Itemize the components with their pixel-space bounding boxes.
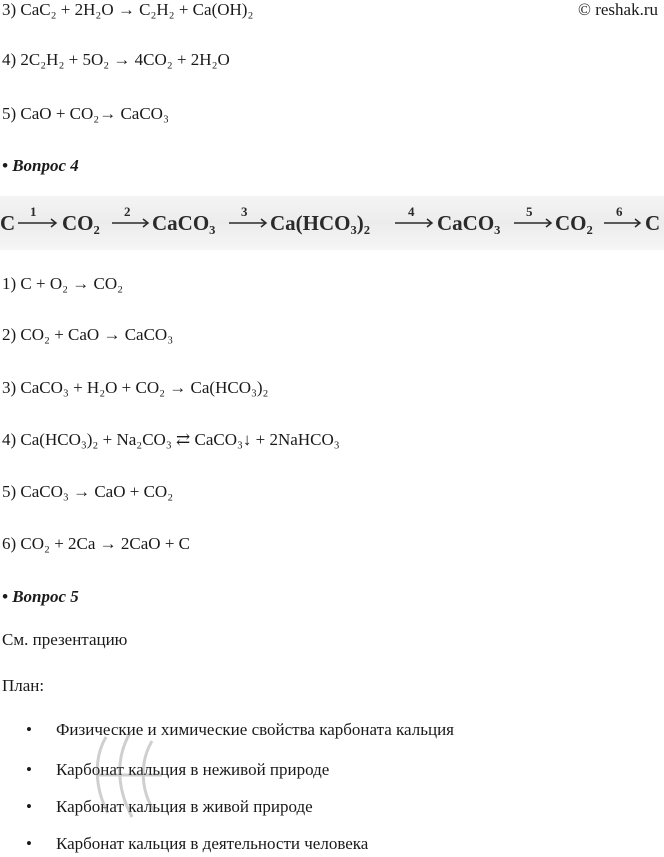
transformation-scheme: [0, 196, 664, 250]
plan-list-item: [26, 720, 454, 740]
plan-item-text: Карбонат кальция в живой природе: [56, 797, 313, 816]
scheme-item: C: [645, 211, 661, 235]
reaction-line: 4) Ca(HCO₃)₂ + Na₂CO₃ ⇄ CaCO₃↓ + 2NaHCO₃: [2, 430, 340, 449]
question-4-heading: • Вопрос 4: [2, 156, 79, 175]
bullet-icon: •: [26, 834, 32, 853]
arrow-number: 6: [616, 204, 623, 219]
reaction-arrow-icon: [395, 219, 432, 227]
plan-item-text: Карбонат кальция в деятельности человека: [56, 834, 369, 853]
plan-list-item: [26, 834, 368, 854]
arrow-number: 4: [408, 204, 415, 219]
plan-list-item: [26, 760, 329, 780]
reaction-arrow-icon: [229, 219, 266, 227]
reaction-arrow-icon: [18, 219, 56, 227]
reaction-line: 4) 2C₂H₂ + 5O₂ → 4CO₂ + 2H₂O: [2, 50, 230, 69]
scheme-item: CaCO₃: [437, 211, 501, 235]
arrow-number: 1: [30, 204, 37, 219]
reaction-line: 6) CO₂ + 2Ca → 2CaO + C: [2, 534, 191, 553]
scheme-item: CO₂: [555, 211, 593, 235]
plan-item-text: Карбонат кальция в неживой природе: [56, 760, 330, 779]
watermark: © reshak.ru: [578, 0, 658, 19]
scheme-item: C: [0, 211, 16, 235]
reaction-line: 5) CaO + CO₂→ CaCO₃: [2, 104, 169, 123]
reaction-arrow-icon: [112, 219, 148, 227]
plan-list-item: [26, 797, 313, 817]
bullet-icon: •: [26, 797, 32, 816]
reaction-line: 3) CaC₂ + 2H₂O → C₂H₂ + Ca(OH)₂: [2, 0, 254, 19]
see-presentation-text: См. презентацию: [2, 630, 128, 649]
reaction-arrow-icon: [604, 219, 640, 227]
bullet-icon: •: [26, 760, 32, 779]
scheme-item: CaCO₃: [152, 211, 216, 235]
scheme-item: CO₂: [62, 211, 100, 235]
scheme-item: Ca(HCO₃)₂: [270, 211, 371, 235]
bullet-icon: •: [26, 720, 32, 739]
plan-item-text: Физические и химические свойства карбоната кальция: [56, 720, 454, 739]
arrow-number: 3: [241, 204, 248, 219]
plan-label: План:: [2, 676, 45, 695]
reaction-arrow-icon: [514, 219, 551, 227]
scheme-svg: [0, 196, 664, 250]
reaction-line: 2) CO₂ + CaO → CaCO₃: [2, 325, 174, 344]
reaction-line: 1) C + O₂ → CO₂: [2, 274, 124, 293]
reaction-line: 3) CaCO₃ + H₂O + CO₂ → Ca(HCO₃)₂: [2, 378, 269, 397]
arrow-number: 2: [124, 204, 131, 219]
reaction-line: 5) CaCO₃ → CaO + CO₂: [2, 482, 174, 501]
question-5-heading: • Вопрос 5: [2, 587, 79, 606]
arrow-number: 5: [526, 204, 533, 219]
